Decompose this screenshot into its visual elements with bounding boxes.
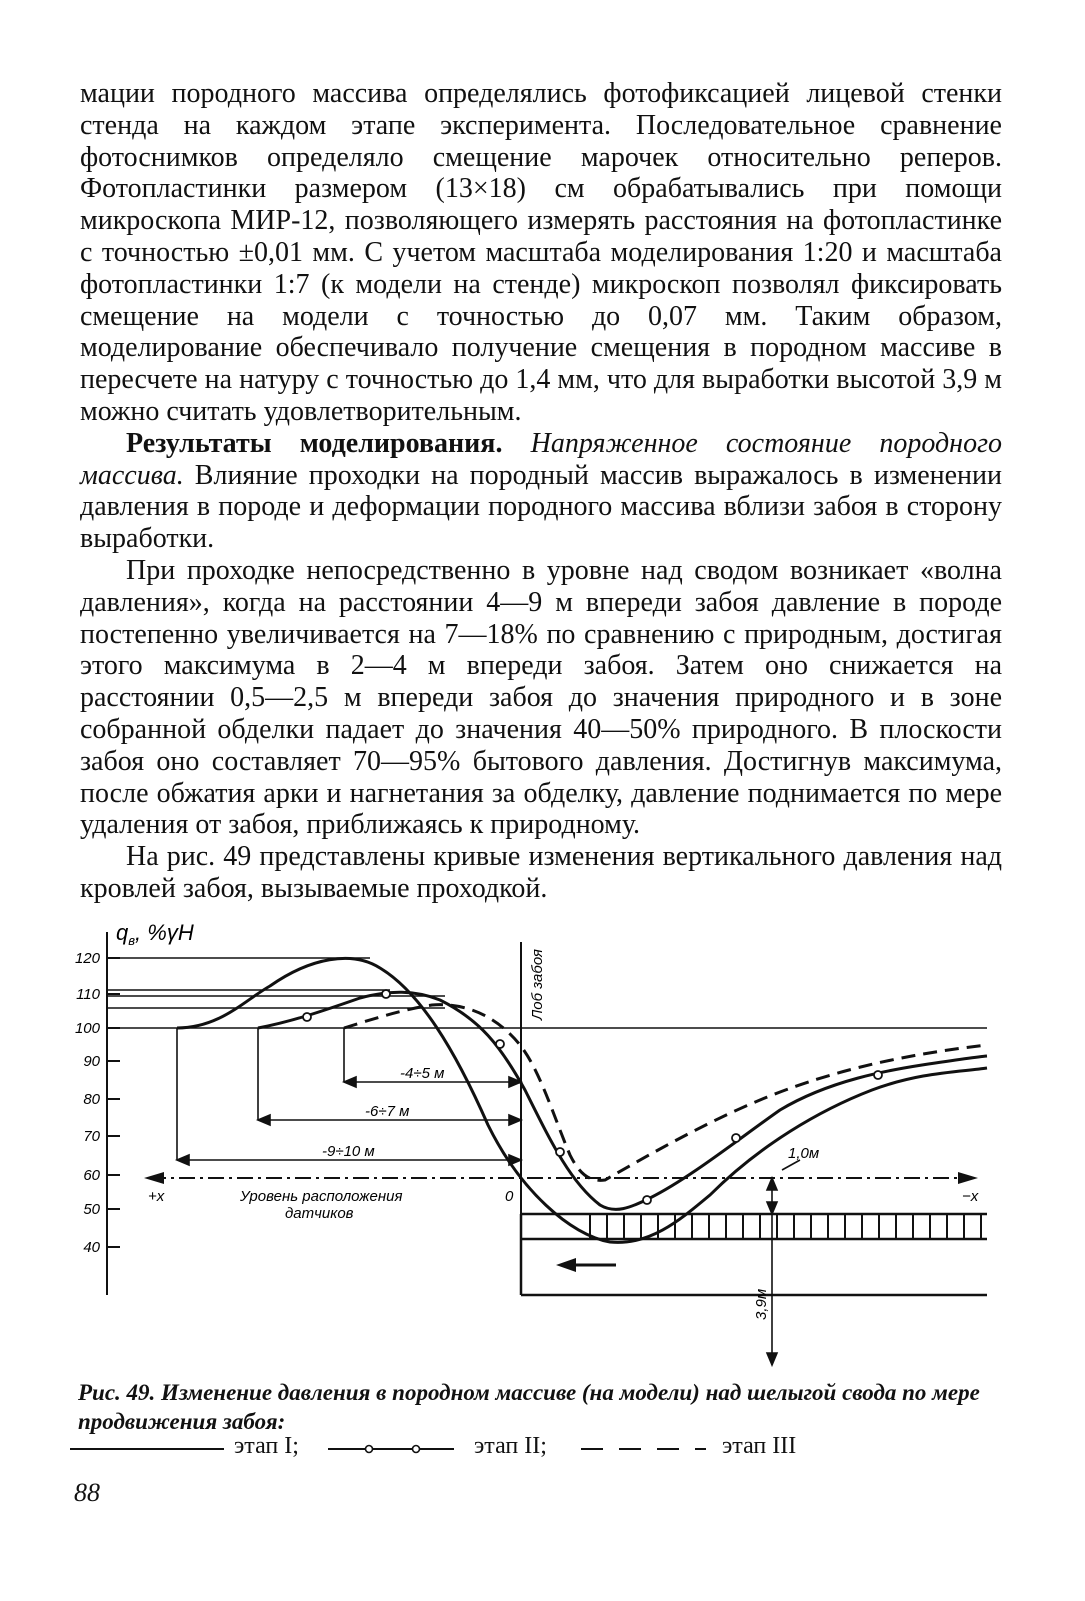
y-tick-label: 100 — [74, 1020, 100, 1037]
subsection-heading: Напряженное состояние породного массива. — [80, 427, 1002, 491]
y-ticks — [107, 958, 120, 1247]
legend-stage-1: этап I; — [234, 1433, 299, 1459]
arrow-right-icon — [958, 1172, 978, 1184]
paragraph-4: На рис. 49 представлены кривые изменения вертикального давления над кровлей забоя, вызываемые проходкой. — [80, 841, 1002, 904]
dimension-label: -6÷7 м — [365, 1103, 410, 1120]
y-tick-label: 50 — [83, 1201, 100, 1218]
dimension-label: 1,0м — [788, 1145, 820, 1162]
paragraph-3: При проходке непосредственно в уровне над сводом возникает «волна давления», когда на расстоянии 4—9 м впереди забоя давление в породе постепенно увеличивается на 7—18% по сравнению с природным, достигая этого максимума в 2—4 м впереди забоя. Затем оно снижается на расстоянии 0,5—2,5 м впереди забоя до значения природного и в зоне собранной обделки падает до значения 40—50% природного. В плоскости забоя оно составляет 70—95% бытового давления. Достигнув максимума, после обжатия арки и нагнетания за обделку, давление поднимается по мере удаления от забоя, приближаясь к природному. — [80, 554, 1002, 841]
page-number: 88 — [74, 1478, 100, 1507]
height-dimension — [767, 1160, 800, 1365]
legend-stage-3: этап III — [722, 1433, 797, 1459]
y-tick-label: 120 — [74, 950, 100, 967]
figure-49 — [60, 920, 1020, 1370]
advance-direction-arrow — [556, 1258, 616, 1272]
section-heading: Результаты моделирования. — [126, 427, 503, 459]
figure-caption: Рис. 49. Изменение давления в породном массиве (на модели) над шелыгой свода по мере продвижения забоя: — [78, 1380, 980, 1434]
plus-x-label: +x — [148, 1188, 165, 1205]
dimension-label: 3,9м — [753, 1288, 770, 1320]
curve-stage-2 — [258, 992, 987, 1209]
paragraph-2-text: Влияние проходки на породный массив выражалось в изменении давления в породе и деформации породного массива вблизи забоя в сторону выработки. — [80, 459, 1002, 555]
body-text — [80, 78, 1002, 905]
drop-lines — [177, 1028, 344, 1160]
arrow-left-icon — [144, 1172, 164, 1184]
dimension-label: -9÷10 м — [322, 1143, 375, 1160]
paragraph-1: мации породного массива определялись фотофиксацией лицевой стенки стенда на каждом этапе эксперимента. Последовательное сравнение фотоснимков определяло смещение марочек относительно реперов. Фотопластинки размером (13×18) см обрабатывались при помощи микроскопа МИР-12, позволяющего измерять расстояния на фотопластинке с точностью ±0,01 мм. С учетом масштаба моделирования 1:20 и масштаба фотопластинки 1:7 (к модели на стенде) микроскоп позволял фиксировать смещение на модели с точностью до 0,07 мм. Таким образом, моделирование обеспечивало получение смещения в породном массиве в пересчете на натуру с точностью до 1,4 мм, что для выработки высотой 3,9 м можно считать удовлетворительным. — [80, 78, 1002, 427]
sensor-level-label: датчиков — [285, 1205, 354, 1222]
y-tick-label: 70 — [83, 1128, 100, 1145]
paragraph-2 — [80, 428, 1002, 555]
y-axis-label: $q_в$, %γH — [116, 920, 194, 948]
legend-stage-2: этап II; — [474, 1433, 547, 1459]
y-tick-label: 40 — [83, 1239, 100, 1256]
dimension-label: -4÷5 м — [400, 1065, 445, 1082]
minus-x-label: −x — [962, 1188, 979, 1205]
y-tick-label: 90 — [83, 1053, 100, 1070]
sensor-level-label: Уровень расположения — [240, 1188, 403, 1205]
lining-structure — [521, 1214, 987, 1295]
y-tick-label: 60 — [83, 1167, 100, 1184]
origin-label: 0 — [505, 1188, 514, 1205]
figure-legend — [66, 1433, 1026, 1465]
reference-lines — [107, 958, 987, 1028]
y-tick-label: 110 — [76, 986, 100, 1003]
y-tick-label: 80 — [83, 1091, 100, 1108]
stage-2-markers — [303, 990, 882, 1204]
face-label: Лоб забоя — [529, 949, 546, 1020]
